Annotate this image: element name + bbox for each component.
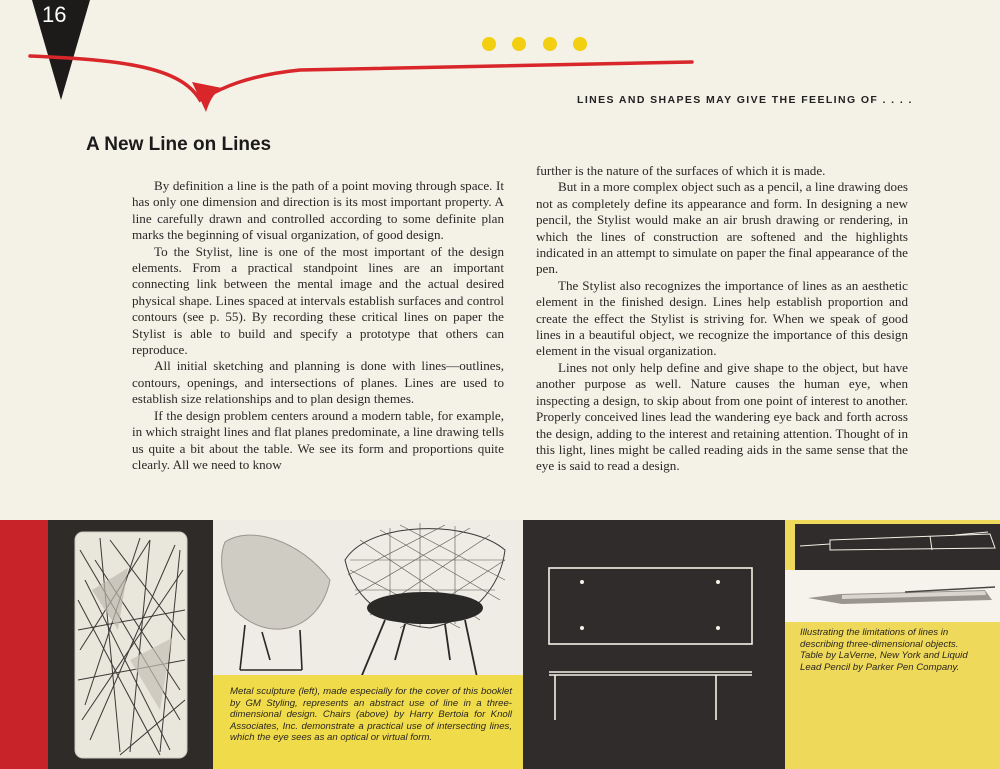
- article-title: A New Line on Lines: [86, 134, 272, 155]
- paragraph: The Stylist also recognizes the importance of lines as an aesthetic element in the finished design. Lines help establish proportion and create the effect the Stylist is striving for. When we speak of good lines in a beautiful object, we recognize the importance of this design element in the visual organization.: [536, 277, 908, 359]
- paragraph: To the Stylist, line is one of the most important of the design elements. From a practical standpoint lines are an important connecting link between the mental image and the actual desired physical shape. Lines spaced at intervals establish surfaces and control contours (see p. 55). By recording these critical lines on paper the Stylist is able to build and specify a prototype that others can reproduce.: [132, 243, 504, 358]
- paragraph-continuation: further is the nature of the surfaces of which it is made.: [536, 163, 826, 178]
- paragraph: Lines not only help define and give shape to the object, but have another purpose as well. Nature causes the human eye, when inspecting a design, to skip about from one point of interest to another. Properly conceived lines lead the wandering eye back and forth across the design, adding to the interest and retaining attention. Thought of in this light, lines might be called reading aids in the same sense that the eye is said to read a design.: [536, 359, 908, 474]
- paragraph: If the design problem centers around a modern table, for example, in which straight lines and flat planes predominate, a line drawing tells us quite a bit about the table. We see its form and proportions quite clearly. All we need to know: [132, 407, 504, 472]
- red-panel: [0, 520, 48, 769]
- paragraph: But in a more complex object such as a pencil, a line drawing does not as completely define its appearance and form. In designing a new pencil, the Stylist would make an air brush drawing or rendering, in which the lines of construction are softened and the highlights indicated in an attempt to simulate on paper the final appearance of the pen.: [536, 179, 908, 277]
- pencil-rendering: [785, 570, 1000, 622]
- left-text-column: [132, 178, 504, 473]
- yellow-dot: [482, 37, 496, 51]
- pencil-drawing-band: [795, 524, 1000, 570]
- caption-table-pencil: Illustrating the limitations of lines in describing three-dimensional objects. Table by LaVerne, New York and Liquid Lead Pencil by Parker Pen Company.: [800, 627, 968, 673]
- right-text-column: [536, 163, 908, 475]
- yellow-dot: [512, 37, 526, 51]
- yellow-dot: [573, 37, 587, 51]
- page-number: 16: [42, 2, 67, 27]
- paragraph: By definition a line is the path of a point moving through space. It has only one dimension and direction is its most important property. A line carefully drawn and controlled according to some definite plan marks the beginning of visual organization, of good design.: [132, 178, 504, 243]
- paragraph: All initial sketching and planning is done with lines—outlines, contours, openings, and intersections of planes. Lines are used to establish size relationships and to plan design themes.: [132, 358, 504, 407]
- running-head: LINES AND SHAPES MAY GIVE THE FEELING OF . . . .: [577, 94, 913, 106]
- yellow-dot: [543, 37, 557, 51]
- caption-chairs-sculpture: Metal sculpture (left), made especially for the cover of this booklet by GM Styling, represents an abstract use of line in a three-dimensional design. Chairs (above) by Harry Bertoia for Knoll Associates, Inc. demonstrate a practical use of intersecting lines, which the eye sees as an optical or virtual form.: [230, 686, 512, 744]
- wire-sculpture-image: [75, 532, 187, 758]
- header-decoration: [0, 0, 1000, 130]
